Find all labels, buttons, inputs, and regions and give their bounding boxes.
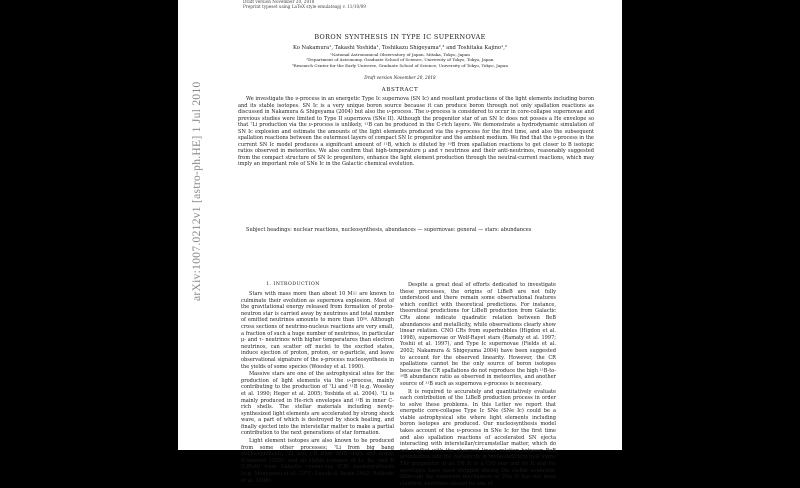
intro-paragraph-2: Massive stars are one of the astrophysical sites for the production of light elements via the ν-process, mainly contributing to the production of ⁷Li and ¹¹B (e.g. Woosley et al. 1990; Heger et al. 2005; Yoshida et al. 2004). ⁷Li is mainly produced in He-rich envelopes and ¹¹B in inner C-rich shells. The stellar materials including newly-synthesized light elements are accelerated by strong shock wave, a part of which is destroyed by shock heating, and finally ejected into the interstellar matter to make a partial contribution to the next generations of star formation. — [241, 371, 394, 437]
author-list: Ko Nakamura¹, Takashi Yoshida¹, Toshikazu Shigeyama²,³ and Toshitaka Kajino¹,² — [293, 45, 507, 51]
affiliation-1: ¹National Astronomical Observatory of Japan, Mitaka, Tokyo, Japan — [330, 52, 470, 57]
subject-headings: Subject headings: nuclear reactions, nucleosynthesis, abundances — supernovae: general — stars: abundances — [246, 227, 532, 233]
abstract-heading: ABSTRACT — [381, 87, 419, 93]
left-column — [241, 291, 394, 485]
preprint-style-line: Preprint typeset using LaTeX style emulateapj v. 11/10/09 — [243, 4, 366, 10]
draft-date: Draft version November 20, 2018 — [364, 75, 436, 80]
preprint-header — [243, 0, 366, 10]
intro-paragraph-4: Despite a great deal of efforts dedicated to investigate these processes, the origins of LiBeB are not fully understood and there remain some observational features which conflict with theoretical predictions. For instance, theoretical predictions for LiBeB production from Galactic CRs alone indicate quadratic relation between BeB abundances and metallicity, while observations clearly show linear relation. CNO CRs from superbubbles (Higdon et al. 1998), supernovae or Wolf-Rayet stars (Ramaty et al. 1997; Yoshii et al. 1997), and Type Ic supernovae (Fields et al. 2002; Nakamura & Shigeyama 2004) have been suggested to account for the observed linearity. However, the CR spallations cannot be the only source of boron isotopes because the CR spallations do not reproduce the high ¹¹B-to-¹⁰B abundance ratio as observed in meteorites, and another source of ¹¹B such as supernova ν-process is necessary. — [400, 282, 556, 387]
affiliation-2: ²Department of Astronomy, Graduate School of Science, University of Tokyo, Tokyo, Japan — [306, 57, 494, 63]
abstract-text: We investigate the ν-process in an energetic Type Ic supernova (SN Ic) and resultant productions of the light elements including boron and its stable isotopes. SN Ic is a very unique boron source because it can produce boron through not only spallation reactions as discussed in Nakamura & Shigeyama (2004) but also the ν-process. The ν-process is considered to occur in core-collapse supernovae and previous studies were limited to Type II supernova (SNe II). Although the progenitor star of an SN Ic does not posses a He envelope so that ⁷Li production via the ν-process is unlikely, ¹¹B can be produced in the C-rich layers. We demonstrate a hydrodynamic simulation of SN Ic explosion and estimate the amounts of the light elements produced via the ν-process for the first time, and also the subsequent spallation reactions between the outermost layers of compact SN Ic progenitor and the ambient medium. We find that the ν-process in the current SN Ic model produces a significant amount of ¹¹B, which is diluted by ¹⁰B from spallation reactions to get closer to B isotopic ratios observed in meteorites. We also confirm that high-temperature μ and τ neutrinos and their anti-neutrinos, reasonably suggested from the compact structure of SN Ic progenitors, enhance the light element production through the neutral-current reactions, which may imply an important role of SNe Ic in the Galactic chemical evolution. — [238, 96, 594, 167]
section-heading-introduction: 1. INTRODUCTION — [266, 282, 320, 287]
intro-paragraph-3: Light element isotopes are also known to be produced from some other processes; ⁷Li from big bang nucleosynthesis, ⁷Li and ¹¹B from AGB stars and novae (Cameron 1955), and all stable isotopes of Li, Be, and B (LiBeB) from Galactic cosmic-ray (CR) nucleosynthesis (e.g. Meneguzzi et al. 1971; Suzuki & Inoue 2002; Rollinde et al. 2008). — [241, 438, 394, 484]
paper-title: BORON SYNTHESIS IN TYPE IC SUPERNOVAE — [314, 33, 486, 41]
affiliation-3: ³Research Center for the Early Universe, Graduate School of Science, University of Tokyo, Tokyo, Japan — [292, 62, 508, 68]
right-column — [400, 282, 556, 488]
intro-paragraph-5: It is required to accurately and quantitatively evaluate each contribution of the LiBeB production process in order to solve these problems. In this Letter we report that energetic core-collapse Type Ic SNe (SNe Ic) could be a viable astrophysical site where light elements including boron isotopes are produced. Our nucleosynthesis model takes account of the ν-process in SNe Ic for the first time and also spallation reactions of accelerated SN ejecta interacting with interstellar/circumstellar matter, which do not conflict with the observed linear relation between BeB abundances and the metallicity in metal-deficient halo stars. The progenitor of an SN Ic is a C/O star and its H and He envelopes have been stripped during the stellar evolution. Although the explosion mechanism of SNe Ic has not been clarified, neutrinos should be one of — [400, 388, 556, 487]
intro-paragraph-1: Stars with mass more than about 10 M☉ are known to culminate their evolution as supernova explosion. Most of the gravitational energy released from formation of proto-neutron star is carried away by neutrinos and total number of emitted neutrinos amounts to more than 10⁵⁸. Although cross sections of neutrino-nucleus reactions are very small, a fraction of such a huge number of neutrinos, in particular μ- and τ- neutrinos with higher temperatures than electron neutrinos, can scatter off nuclei to the excited states, induce ejection of proton, proton, or α-particle, and leave observational signature of the ν-process nucleosynthesis in the yields of some species (Woosley et al. 1990). — [241, 291, 394, 370]
arxiv-watermark: arXiv:1007.0212v1 [astro-ph.HE] 1 Jul 2010 — [191, 81, 203, 301]
paper-page — [178, 0, 622, 487]
affiliations — [178, 52, 622, 68]
draft-version-line: Draft version November 20, 2018 — [243, 0, 315, 4]
